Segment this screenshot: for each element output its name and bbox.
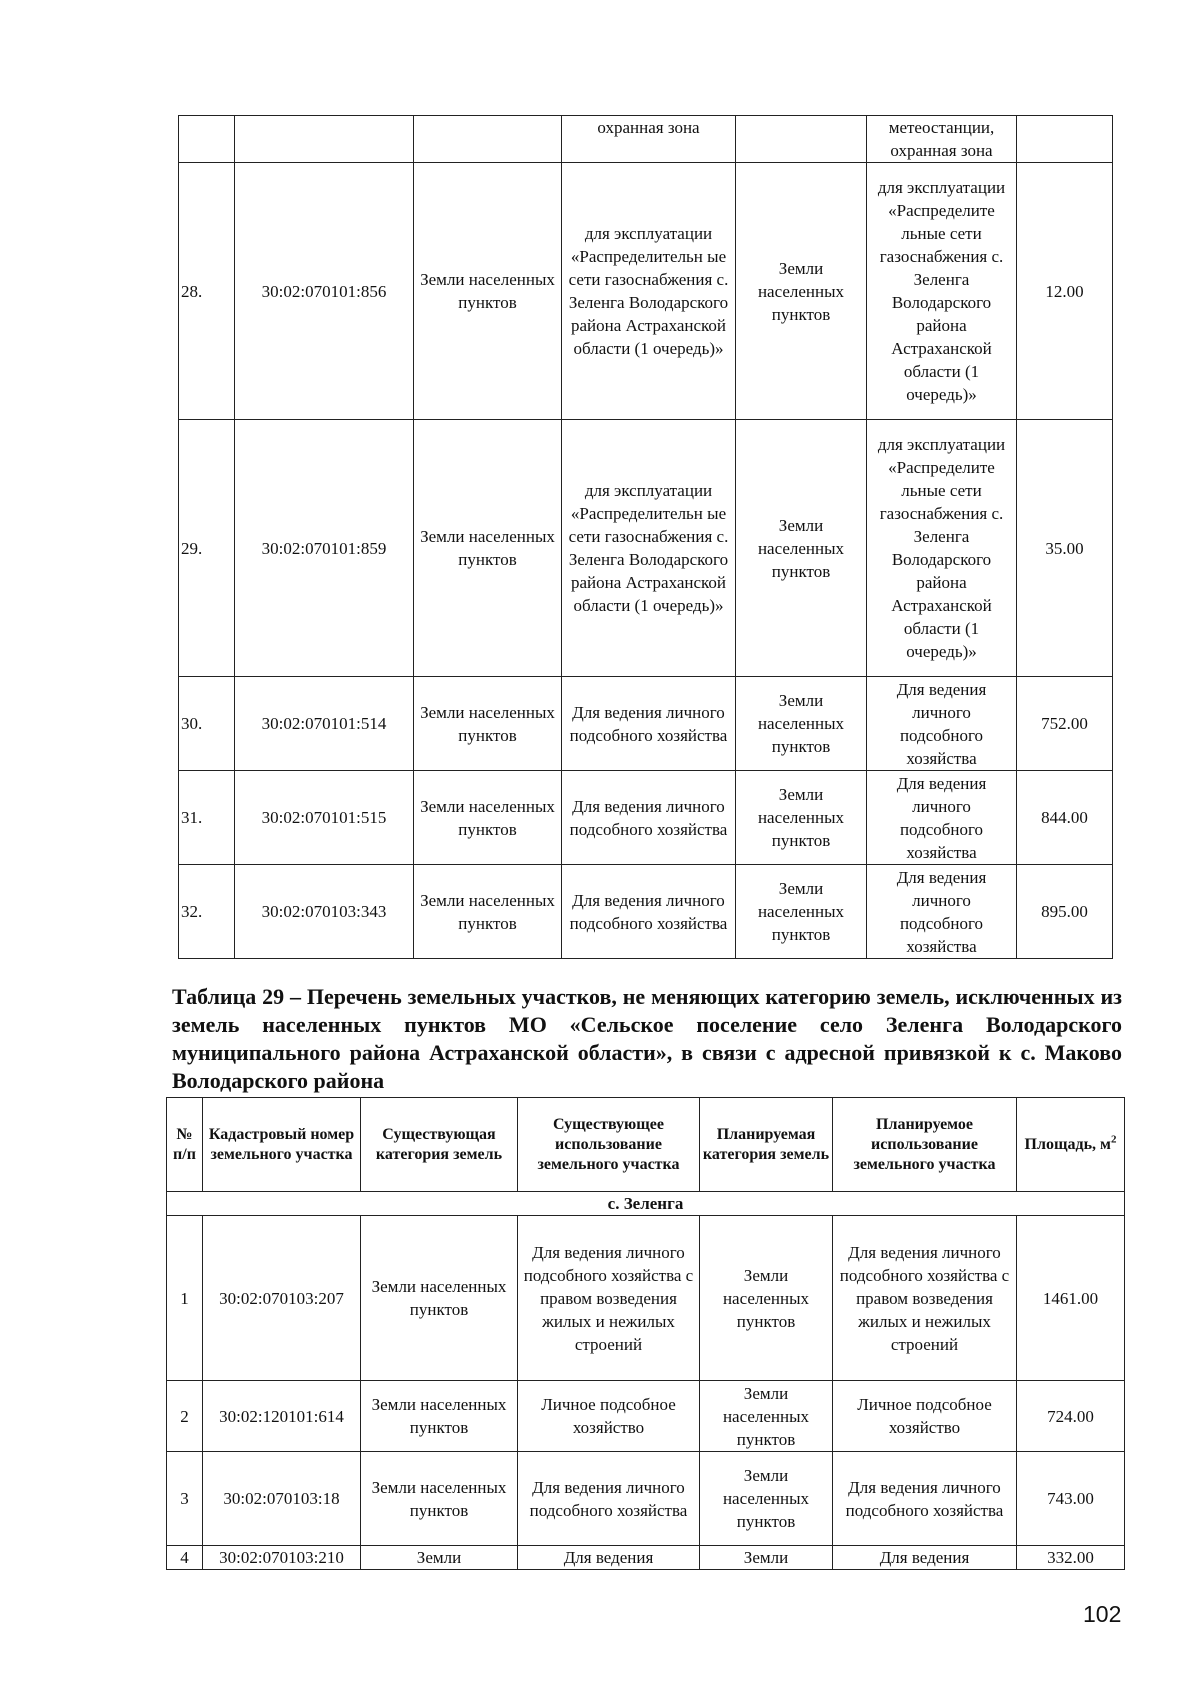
existing-use: Для ведения личного подсобного хозяйства: [518, 1452, 700, 1546]
existing-category: Земли населенных пунктов: [361, 1216, 518, 1381]
cadastral-number: 30:02:070103:343: [235, 865, 414, 959]
header-planned-category: Планируемая категория земель: [700, 1098, 833, 1192]
planned-use: Для ведения: [833, 1546, 1017, 1570]
planned-use: для эксплуатации «Распределите льные сети газоснабжения с. Зеленга Володарского района Астраханской области (1 очередь)»: [867, 420, 1017, 677]
row-number: 31.: [179, 771, 235, 865]
table-29-caption: Таблица 29 – Перечень земельных участков, не меняющих категорию земель, исключенных из земель населенных пунктов МО «Сельское поселение село Зеленга Володарского муниципального района Астраханской области», в связи с адресной привязкой к с. Маково Володарского района: [172, 984, 1122, 1093]
existing-use: для эксплуатации «Распределительн ые сети газоснабжения с. Зеленга Володарского района Астраханской области (1 очередь)»: [562, 163, 736, 420]
area-value: 895.00: [1017, 865, 1113, 959]
table-row: [167, 1216, 1125, 1381]
planned-category: Земли населенных пунктов: [736, 163, 867, 420]
planned-category: Земли населенных пунктов: [736, 771, 867, 865]
table-row: [167, 1381, 1125, 1452]
area-value: [1017, 116, 1113, 163]
planned-use: метеостанции, охранная зона: [867, 116, 1017, 163]
header-cadastral: Кадастровый номер земельного участка: [203, 1098, 361, 1192]
cadastral-number: 30:02:070103:18: [203, 1452, 361, 1546]
header-area-superscript: 2: [1110, 1133, 1117, 1146]
planned-use: Для ведения личного подсобного хозяйства: [867, 677, 1017, 771]
planned-category: Земли: [700, 1546, 833, 1570]
planned-category: Земли населенных пунктов: [700, 1452, 833, 1546]
existing-category: [414, 116, 562, 163]
row-number: 1: [167, 1216, 203, 1381]
planned-category: Земли населенных пунктов: [736, 865, 867, 959]
existing-category: Земли: [361, 1546, 518, 1570]
planned-use: Для ведения личного подсобного хозяйства с правом возведения жилых и нежилых строений: [833, 1216, 1017, 1381]
area-value: 1461.00: [1017, 1216, 1125, 1381]
table-header-row: [167, 1098, 1125, 1192]
existing-use: Для ведения личного подсобного хозяйства: [562, 771, 736, 865]
existing-use: для эксплуатации «Распределительн ые сети газоснабжения с. Зеленга Володарского района Астраханской области (1 очередь)»: [562, 420, 736, 677]
area-value: 332.00: [1017, 1546, 1125, 1570]
existing-category: Земли населенных пунктов: [414, 163, 562, 420]
header-existing-use: Существующее использование земельного участка: [518, 1098, 700, 1192]
cadastral-number: 30:02:070101:856: [235, 163, 414, 420]
table-row: [179, 420, 1113, 677]
row-number: 32.: [179, 865, 235, 959]
row-number: 4: [167, 1546, 203, 1570]
header-planned-use: Планируемое использование земельного участка: [833, 1098, 1017, 1192]
planned-use: Для ведения личного подсобного хозяйства: [867, 771, 1017, 865]
cadastral-number: 30:02:120101:614: [203, 1381, 361, 1452]
area-value: 844.00: [1017, 771, 1113, 865]
table-row: [179, 163, 1113, 420]
area-value: 724.00: [1017, 1381, 1125, 1452]
area-value: 752.00: [1017, 677, 1113, 771]
existing-use: охранная зона: [562, 116, 736, 163]
header-area: [1017, 1098, 1125, 1192]
planned-use: для эксплуатации «Распределите льные сети газоснабжения с. Зеленга Володарского района Астраханской области (1 очередь)»: [867, 163, 1017, 420]
planned-category: Земли населенных пунктов: [736, 677, 867, 771]
planned-category: Земли населенных пунктов: [700, 1381, 833, 1452]
table-row: [167, 1546, 1125, 1570]
existing-category: Земли населенных пунктов: [414, 771, 562, 865]
existing-use: Для ведения личного подсобного хозяйства: [562, 677, 736, 771]
existing-category: Земли населенных пунктов: [414, 420, 562, 677]
table-29: [166, 1097, 1125, 1570]
cadastral-number: 30:02:070101:514: [235, 677, 414, 771]
section-row: [167, 1192, 1125, 1216]
existing-category: Земли населенных пунктов: [414, 865, 562, 959]
existing-category: Земли населенных пунктов: [361, 1452, 518, 1546]
existing-use: Для ведения: [518, 1546, 700, 1570]
cadastral-number: 30:02:070103:207: [203, 1216, 361, 1381]
cadastral-number: 30:02:070101:859: [235, 420, 414, 677]
page-number: 102: [1083, 1601, 1122, 1627]
row-number: 28.: [179, 163, 235, 420]
table-row: [179, 771, 1113, 865]
table-row: [179, 116, 1113, 163]
header-existing-category: Существующая категория земель: [361, 1098, 518, 1192]
table-row: [167, 1452, 1125, 1546]
row-number: 29.: [179, 420, 235, 677]
table-row: [179, 677, 1113, 771]
area-value: 743.00: [1017, 1452, 1125, 1546]
existing-category: Земли населенных пунктов: [361, 1381, 518, 1452]
row-number: [179, 116, 235, 163]
existing-use: Для ведения личного подсобного хозяйства: [562, 865, 736, 959]
row-number: 30.: [179, 677, 235, 771]
planned-category: [736, 116, 867, 163]
planned-use: Личное подсобное хозяйство: [833, 1381, 1017, 1452]
area-value: 12.00: [1017, 163, 1113, 420]
planned-use: Для ведения личного подсобного хозяйства: [833, 1452, 1017, 1546]
row-number: 2: [167, 1381, 203, 1452]
planned-category: Земли населенных пунктов: [700, 1216, 833, 1381]
cadastral-number: 30:02:070103:210: [203, 1546, 361, 1570]
planned-category: Земли населенных пунктов: [736, 420, 867, 677]
planned-use: Для ведения личного подсобного хозяйства: [867, 865, 1017, 959]
header-number: № п/п: [167, 1098, 203, 1192]
area-value: 35.00: [1017, 420, 1113, 677]
cadastral-number: [235, 116, 414, 163]
land-plots-table-continued: [178, 115, 1113, 959]
section-title: с. Зеленга: [167, 1192, 1125, 1216]
cadastral-number: 30:02:070101:515: [235, 771, 414, 865]
existing-use: Личное подсобное хозяйство: [518, 1381, 700, 1452]
table-row: [179, 865, 1113, 959]
existing-category: Земли населенных пунктов: [414, 677, 562, 771]
header-area-label: Площадь, м: [1024, 1135, 1111, 1153]
row-number: 3: [167, 1452, 203, 1546]
existing-use: Для ведения личного подсобного хозяйства с правом возведения жилых и нежилых строений: [518, 1216, 700, 1381]
